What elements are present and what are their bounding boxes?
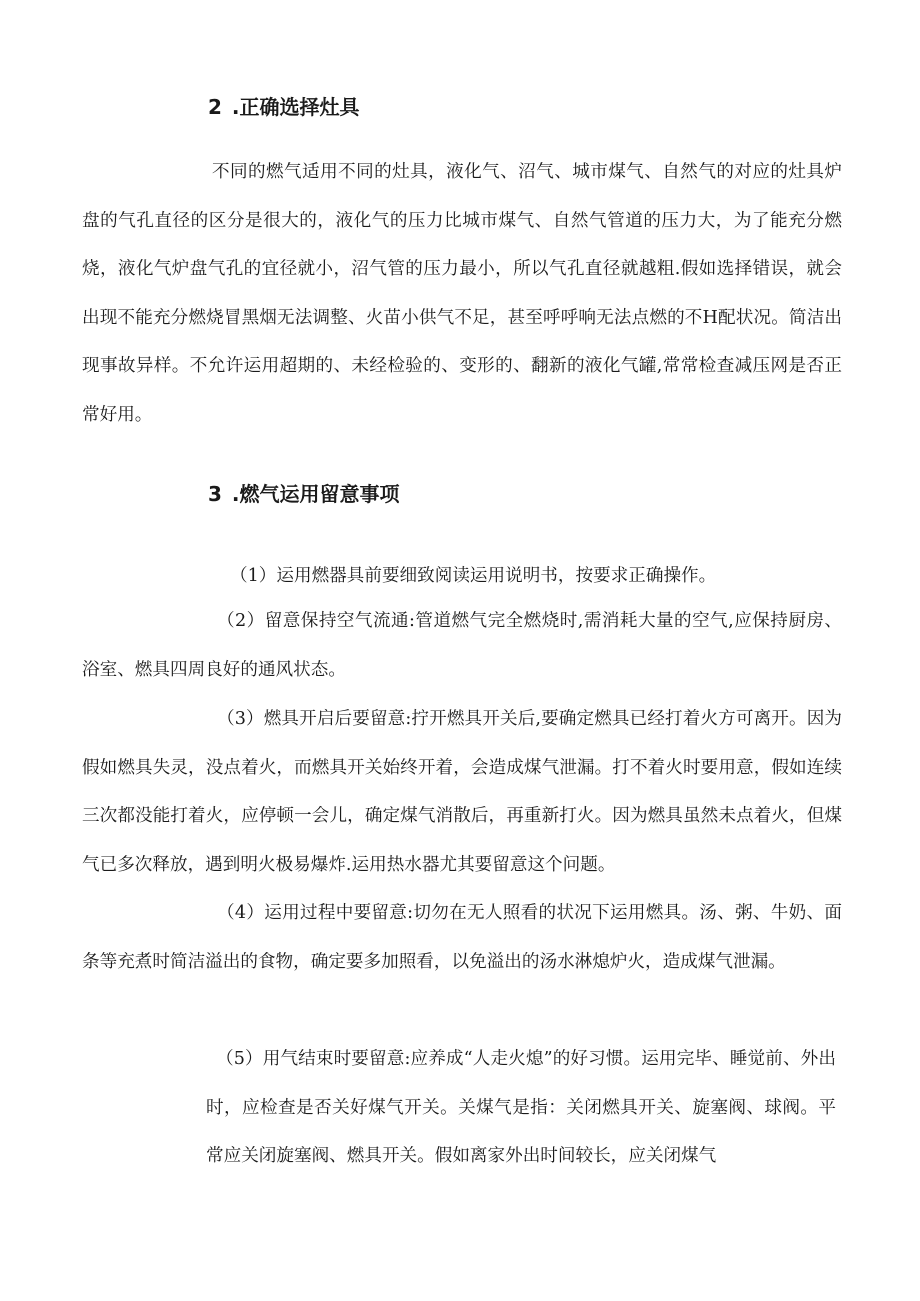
section-2-title: .正确选择灶具 (231, 95, 360, 119)
section-3-item-2: （2）留意保持空气流通:管道燃气完全燃烧时,需消耗大量的空气,应保持厨房、浴室、燃具四周良好的通风状态。 (82, 611, 842, 680)
section-2-heading (208, 95, 360, 119)
section-3-item-3: （3）燃具开启后要留意:拧开燃具开关后,要确定燃具已经打着火方可离开。因为假如燃具失灵，没点着火，而燃具开关始终开着，会造成煤气泄漏。打不着火时要用意，假如连续三次都没能打着火，应停顿一会儿，确定煤气消散后，再重新打火。因为燃具虽然未点着火，但煤气已多次释放，遇到明火极易爆炸.运用热水器尤其要留意这个问题。 (82, 709, 842, 875)
section-2-paragraph: 不同的燃气适用不同的灶具，液化气、沼气、城市煤气、自然气的对应的灶具炉盘的气孔直径的区分是很大的，液化气的压力比城市煤气、自然气管道的压力大，为了能充分燃烧，液化气炉盘气孔的宜径就小，沼气管的压力最小，所以气孔直径就越粗.假如选择错误，就会出现不能充分燃烧冒黑烟无法调整、火苗小供气不足，甚至呼呼响无法点燃的不H配状况。简洁出现事故异样。不允许运用超期的、未经检验的、变形的、翻新的液化气罐,常常检查减压网是否正常好用。 (82, 162, 842, 425)
section-3-item-5: （5）用气结束时要留意:应养成“人走火熄”的好习惯。运用完毕、睡觉前、外出时，应检查是否关好煤气开关。关煤气是指：关闭燃具开关、旋塞阀、球阀。平常应关闭旋塞阀、燃具开关。假如离家外出时间较长，应关闭煤气 (206, 1049, 836, 1166)
section-3-number: 3 (208, 482, 222, 506)
section-3-title: .燃气运用留意事项 (231, 482, 400, 506)
section-3-heading (208, 482, 400, 506)
section-2-number: 2 (208, 95, 222, 119)
section-3-item-4: （4）运用过程中要留意:切勿在无人照看的状况下运用燃具。汤、粥、牛奶、面条等充煮时简洁溢出的食物，确定要多加照看，以免溢出的汤水淋熄炉火，造成煤气泄漏。 (82, 903, 842, 972)
section-3-item-1: （1）运用燃器具前要细致阅读运用说明书，按要求正确操作。 (230, 566, 717, 586)
